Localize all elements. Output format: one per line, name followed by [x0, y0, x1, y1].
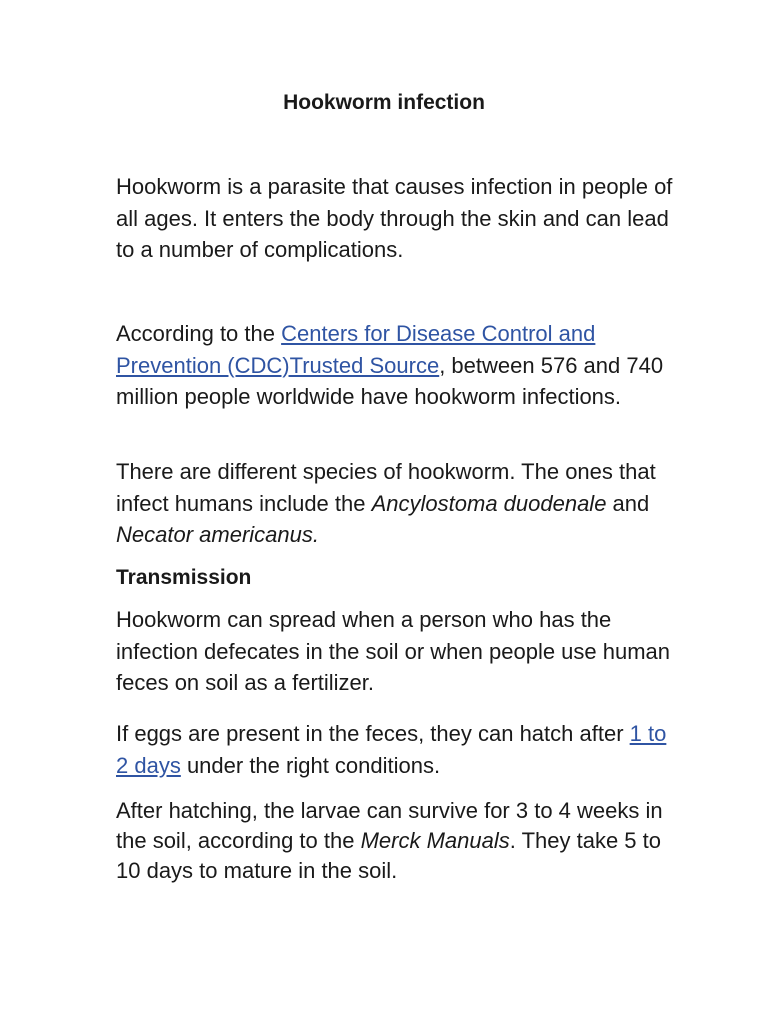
species-ancylostoma: Ancylostoma duodenale	[371, 490, 607, 516]
eggs-paragraph	[116, 718, 676, 781]
days-link[interactable]: 1 to 2 days	[116, 721, 667, 778]
species-necator: Necator americanus.	[116, 522, 319, 547]
cdc-link[interactable]: Centers for Disease Control and Prevention (CDC)Trusted Source	[116, 321, 596, 378]
larvae-suffix: . They take 5 to 10 days to mature in the soil.	[116, 828, 661, 883]
merck-manuals: Merck Manuals	[360, 828, 510, 853]
larvae-prefix: After hatching, the larvae can survive for 3 to 4 weeks in the soil, according to the	[116, 798, 663, 853]
spread-paragraph: Hookworm can spread when a person who has the infection defecates in the soil or when people use human feces on soil as a fertilizer.	[116, 607, 671, 695]
cdc-paragraph	[116, 318, 676, 413]
larvae-paragraph	[116, 796, 676, 886]
transmission-heading: Transmission	[116, 566, 252, 589]
species-middle: and	[606, 490, 650, 516]
page-title: Hookworm infection	[283, 91, 485, 114]
species-paragraph	[116, 456, 676, 551]
intro-paragraph: Hookworm is a parasite that causes infection in people of all ages. It enters the body through the skin and can lead to a number of complications.	[116, 174, 673, 262]
cdc-prefix: According to the	[116, 321, 282, 346]
eggs-prefix: If eggs are present in the feces, they can hatch after	[116, 721, 630, 746]
cdc-suffix: , between 576 and 740 million people worldwide have hookworm infections.	[116, 352, 664, 409]
eggs-suffix: under the right conditions.	[180, 752, 441, 778]
species-prefix: There are different species of hookworm. The ones that infect humans include the	[116, 459, 656, 516]
